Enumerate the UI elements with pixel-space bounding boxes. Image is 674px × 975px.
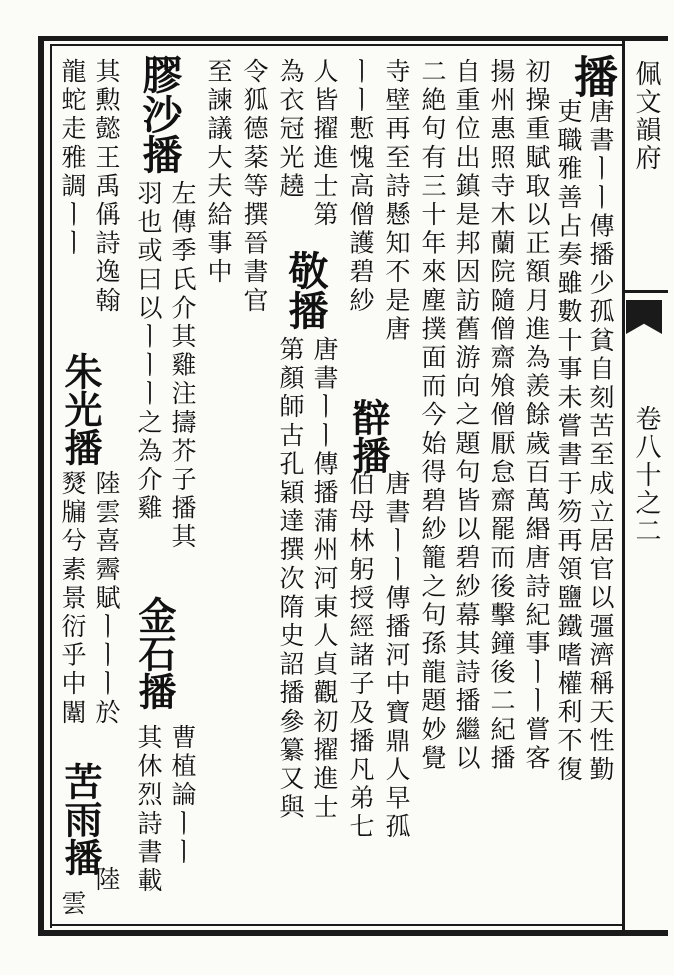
entry-heading-xue-bo: 辥播 (346, 398, 391, 474)
text-column-16b: 陸雲喜霽賦ㅣㅣㅣ於 (92, 470, 121, 728)
text-column-5: 自重位出鎮是邦因訪舊游向之題句皆以碧紗幕其詩播繼以 (452, 58, 481, 773)
text-column-15: 其休烈詩書載 (134, 724, 163, 896)
fish-tail-ornament (626, 300, 662, 334)
title-box-divider (624, 290, 668, 293)
text-column-11: 令狐德棻等撰晉書官 (240, 58, 269, 316)
inner-border-bottom (50, 924, 624, 926)
text-column-1: 唐書ㅣㅣ傳播少孤貧自刻苦至成立居官以彊濟稱天性勤 (586, 98, 615, 785)
text-column-10b: 唐書ㅣㅣ傳播蒲州河東人貞觀初擢進士 (310, 336, 339, 823)
text-column-9b: 第顏師古孔穎達撰次隋史詔播參纂又與 (276, 336, 305, 823)
text-column-6: 二絶句有三十年來塵撲面而今始得碧紗籠之句孫龍題妙覺 (418, 58, 447, 773)
text-column-9: 人皆擢進士第 (310, 58, 339, 230)
fold-line (622, 36, 625, 934)
entry-heading-jin-shi-bo: 金石播 (132, 596, 177, 710)
text-column-10: 為衣冠光趬 (276, 58, 305, 201)
entry-heading-bo: 播 (566, 54, 617, 98)
outer-border-top (38, 36, 668, 41)
text-column-17c: 雲 (58, 890, 87, 919)
outer-border-left (38, 36, 44, 936)
entry-heading-ku-yu-bo: 苦雨播 (58, 762, 103, 876)
text-column-13: 左傳季氏介其雞注擣芥子播其 (168, 180, 197, 552)
entry-heading-jing-bo: 敬播 (282, 250, 329, 330)
text-column-8: ㅣㅣ慙愧高僧護碧紗 (346, 58, 375, 316)
inner-border-left (50, 44, 52, 928)
margin-volume: 卷八十之二 (631, 405, 661, 545)
entry-heading-zhu-guang-bo: 朱光播 (58, 352, 103, 466)
text-column-12: 至諫議大夫給事中 (204, 58, 233, 287)
text-column-8b: 唐書ㅣㅣ傳播河中寶鼎人早孤 (382, 470, 411, 842)
text-column-17: 龍蛇走雅調ㅣㅣ (58, 58, 87, 259)
text-column-14: 羽也或曰以ㅣㅣㅣ之為介雞 (134, 180, 163, 524)
text-column-2: 吏職雅善占奏雖數十事未嘗書于笏再領鹽鐵嗜權利不復 (554, 98, 583, 785)
margin-title: 佩文韻府 (631, 60, 661, 172)
entry-heading-jiao-sha-bo: 膠沙播 (136, 54, 183, 174)
text-column-7b: 伯母林躬授經諸子及播凡弟七 (346, 470, 375, 842)
text-column-16: 其勲懿王禹偁詩逸翰 (92, 58, 121, 316)
text-column-7: 寺壁再至詩懸知不是唐 (382, 58, 411, 344)
text-column-16c: 陸 (92, 866, 121, 895)
text-column-4: 揚州惠照寺木蘭院隨僧齋飧僧厭怠齋罷而後擊鐘後二紀播 (487, 58, 516, 773)
text-column-14b: 曹植論ㅣㅣ (168, 724, 197, 867)
outer-border-bottom (38, 930, 668, 936)
text-column-3: 初操重賦取以正額月進為羨餘歲百萬緡唐詩紀事ㅣㅣ嘗客 (522, 58, 551, 773)
text-column-17b: 燹牖兮素景衍乎中闈 (58, 470, 87, 728)
inner-border-top (50, 44, 624, 46)
